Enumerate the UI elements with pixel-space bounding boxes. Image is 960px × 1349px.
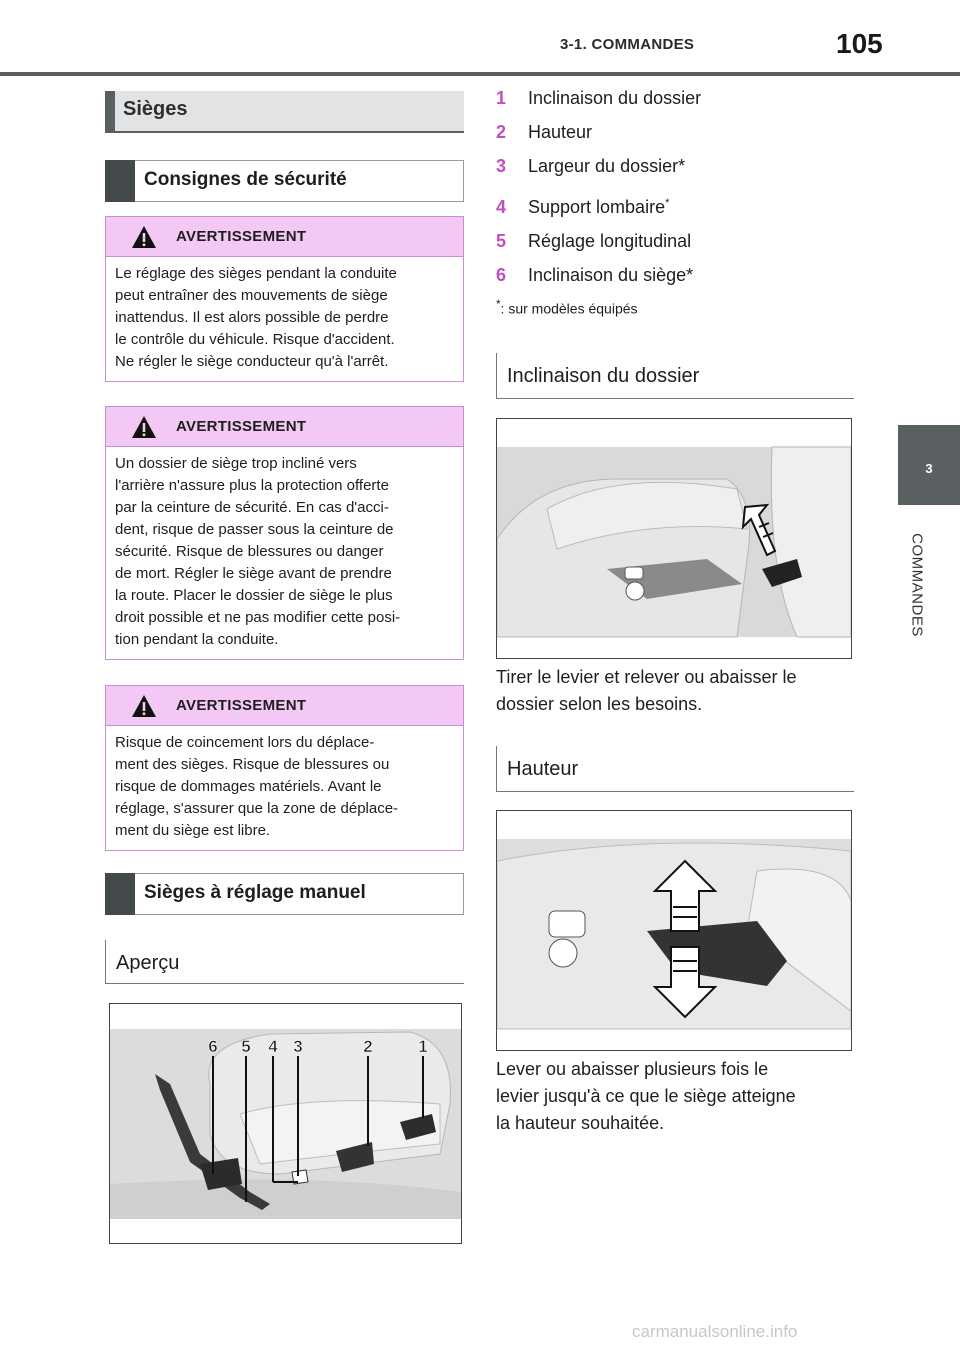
seat-overview-drawing	[110, 1004, 461, 1243]
warning-icon	[131, 225, 157, 249]
warning-text: Risque de coincement lors du déplace- ment des sièges. Risque de blessures ou risque de dommages matériels. Avant le réglage, s'assurer que la zone de déplace- ment du siège est libre.	[115, 734, 399, 839]
running-header-chapter: 3-1. COMMANDES	[560, 36, 695, 53]
callout-4: 4	[268, 1037, 278, 1056]
subsection-heading-manual-seats: Sièges à réglage manuel	[105, 873, 464, 915]
subsection-heading-safety: Consignes de sécurité	[105, 160, 464, 202]
height-lever-illustration	[496, 810, 852, 1051]
warning-box-3	[105, 685, 464, 851]
height-lever-drawing	[497, 811, 851, 1050]
callout-5: 5	[241, 1037, 251, 1056]
watermark: carmanualsonline.info	[632, 1322, 798, 1341]
heading-apercu: Aperçu	[105, 940, 464, 984]
callout-1: 1	[418, 1037, 428, 1056]
chapter-tab-number: 3	[925, 461, 933, 476]
list-item-6: 6 Inclinaison du siège*	[496, 265, 694, 285]
heading-backrest: Inclinaison du dossier	[496, 353, 854, 399]
callout-3: 3	[293, 1037, 303, 1056]
section-heading-sieges: Sièges	[105, 91, 464, 133]
warning-box-1	[105, 216, 464, 382]
warning-label: AVERTISSEMENT	[176, 697, 307, 714]
callout-2: 2	[363, 1037, 373, 1056]
list-item-4: 4 Support lombaire*	[496, 197, 670, 217]
list-item-2: 2 Hauteur	[496, 122, 593, 142]
backrest-lever-illustration	[496, 418, 852, 659]
chapter-tab[interactable]	[898, 425, 960, 505]
warning-icon	[131, 415, 157, 439]
list-item-3: 3 Largeur du dossier*	[496, 156, 686, 176]
warning-label: AVERTISSEMENT	[176, 418, 307, 435]
warning-box-2	[105, 406, 464, 660]
callout-6: 6	[208, 1037, 218, 1056]
height-instructions: Lever ou abaisser plusieurs fois le levier jusqu'à ce que le siège atteigne la hauteur souhaitée.	[496, 1059, 796, 1133]
warning-text: Un dossier de siège trop incliné vers l'arrière n'assure plus la protection offerte par la ceinture de sécurité. En cas d'acci- dent, risque de passer sous la ceinture de sécurité. Risque de blessures ou danger de mort. Régler le siège avant de prendre la route. Placer le dossier de siège le plus droit possible et ne pas modifier cette posi- tion pendant la conduite.	[115, 455, 401, 648]
header-rule	[0, 72, 960, 76]
chapter-side-label: COMMANDES	[908, 533, 926, 637]
page-number: 105	[836, 28, 883, 59]
warning-label: AVERTISSEMENT	[176, 228, 307, 245]
backrest-lever-drawing	[497, 419, 851, 658]
seat-overview-illustration	[109, 1003, 462, 1244]
footnote: *: sur modèles équipés	[496, 298, 638, 317]
list-item-1: 1 Inclinaison du dossier	[496, 88, 702, 108]
warning-icon	[131, 694, 157, 718]
backrest-instructions: Tirer le levier et relever ou abaisser le dossier selon les besoins.	[496, 667, 797, 714]
heading-hauteur: Hauteur	[496, 746, 854, 792]
list-item-5: 5 Réglage longitudinal	[496, 231, 692, 251]
warning-text: Le réglage des sièges pendant la conduite peut entraîner des mouvements de siège inattendus. Il est alors possible de perdre le contrôle du véhicule. Risque d'accident. Ne régler le siège conducteur qu'à l'arrêt.	[115, 265, 397, 370]
